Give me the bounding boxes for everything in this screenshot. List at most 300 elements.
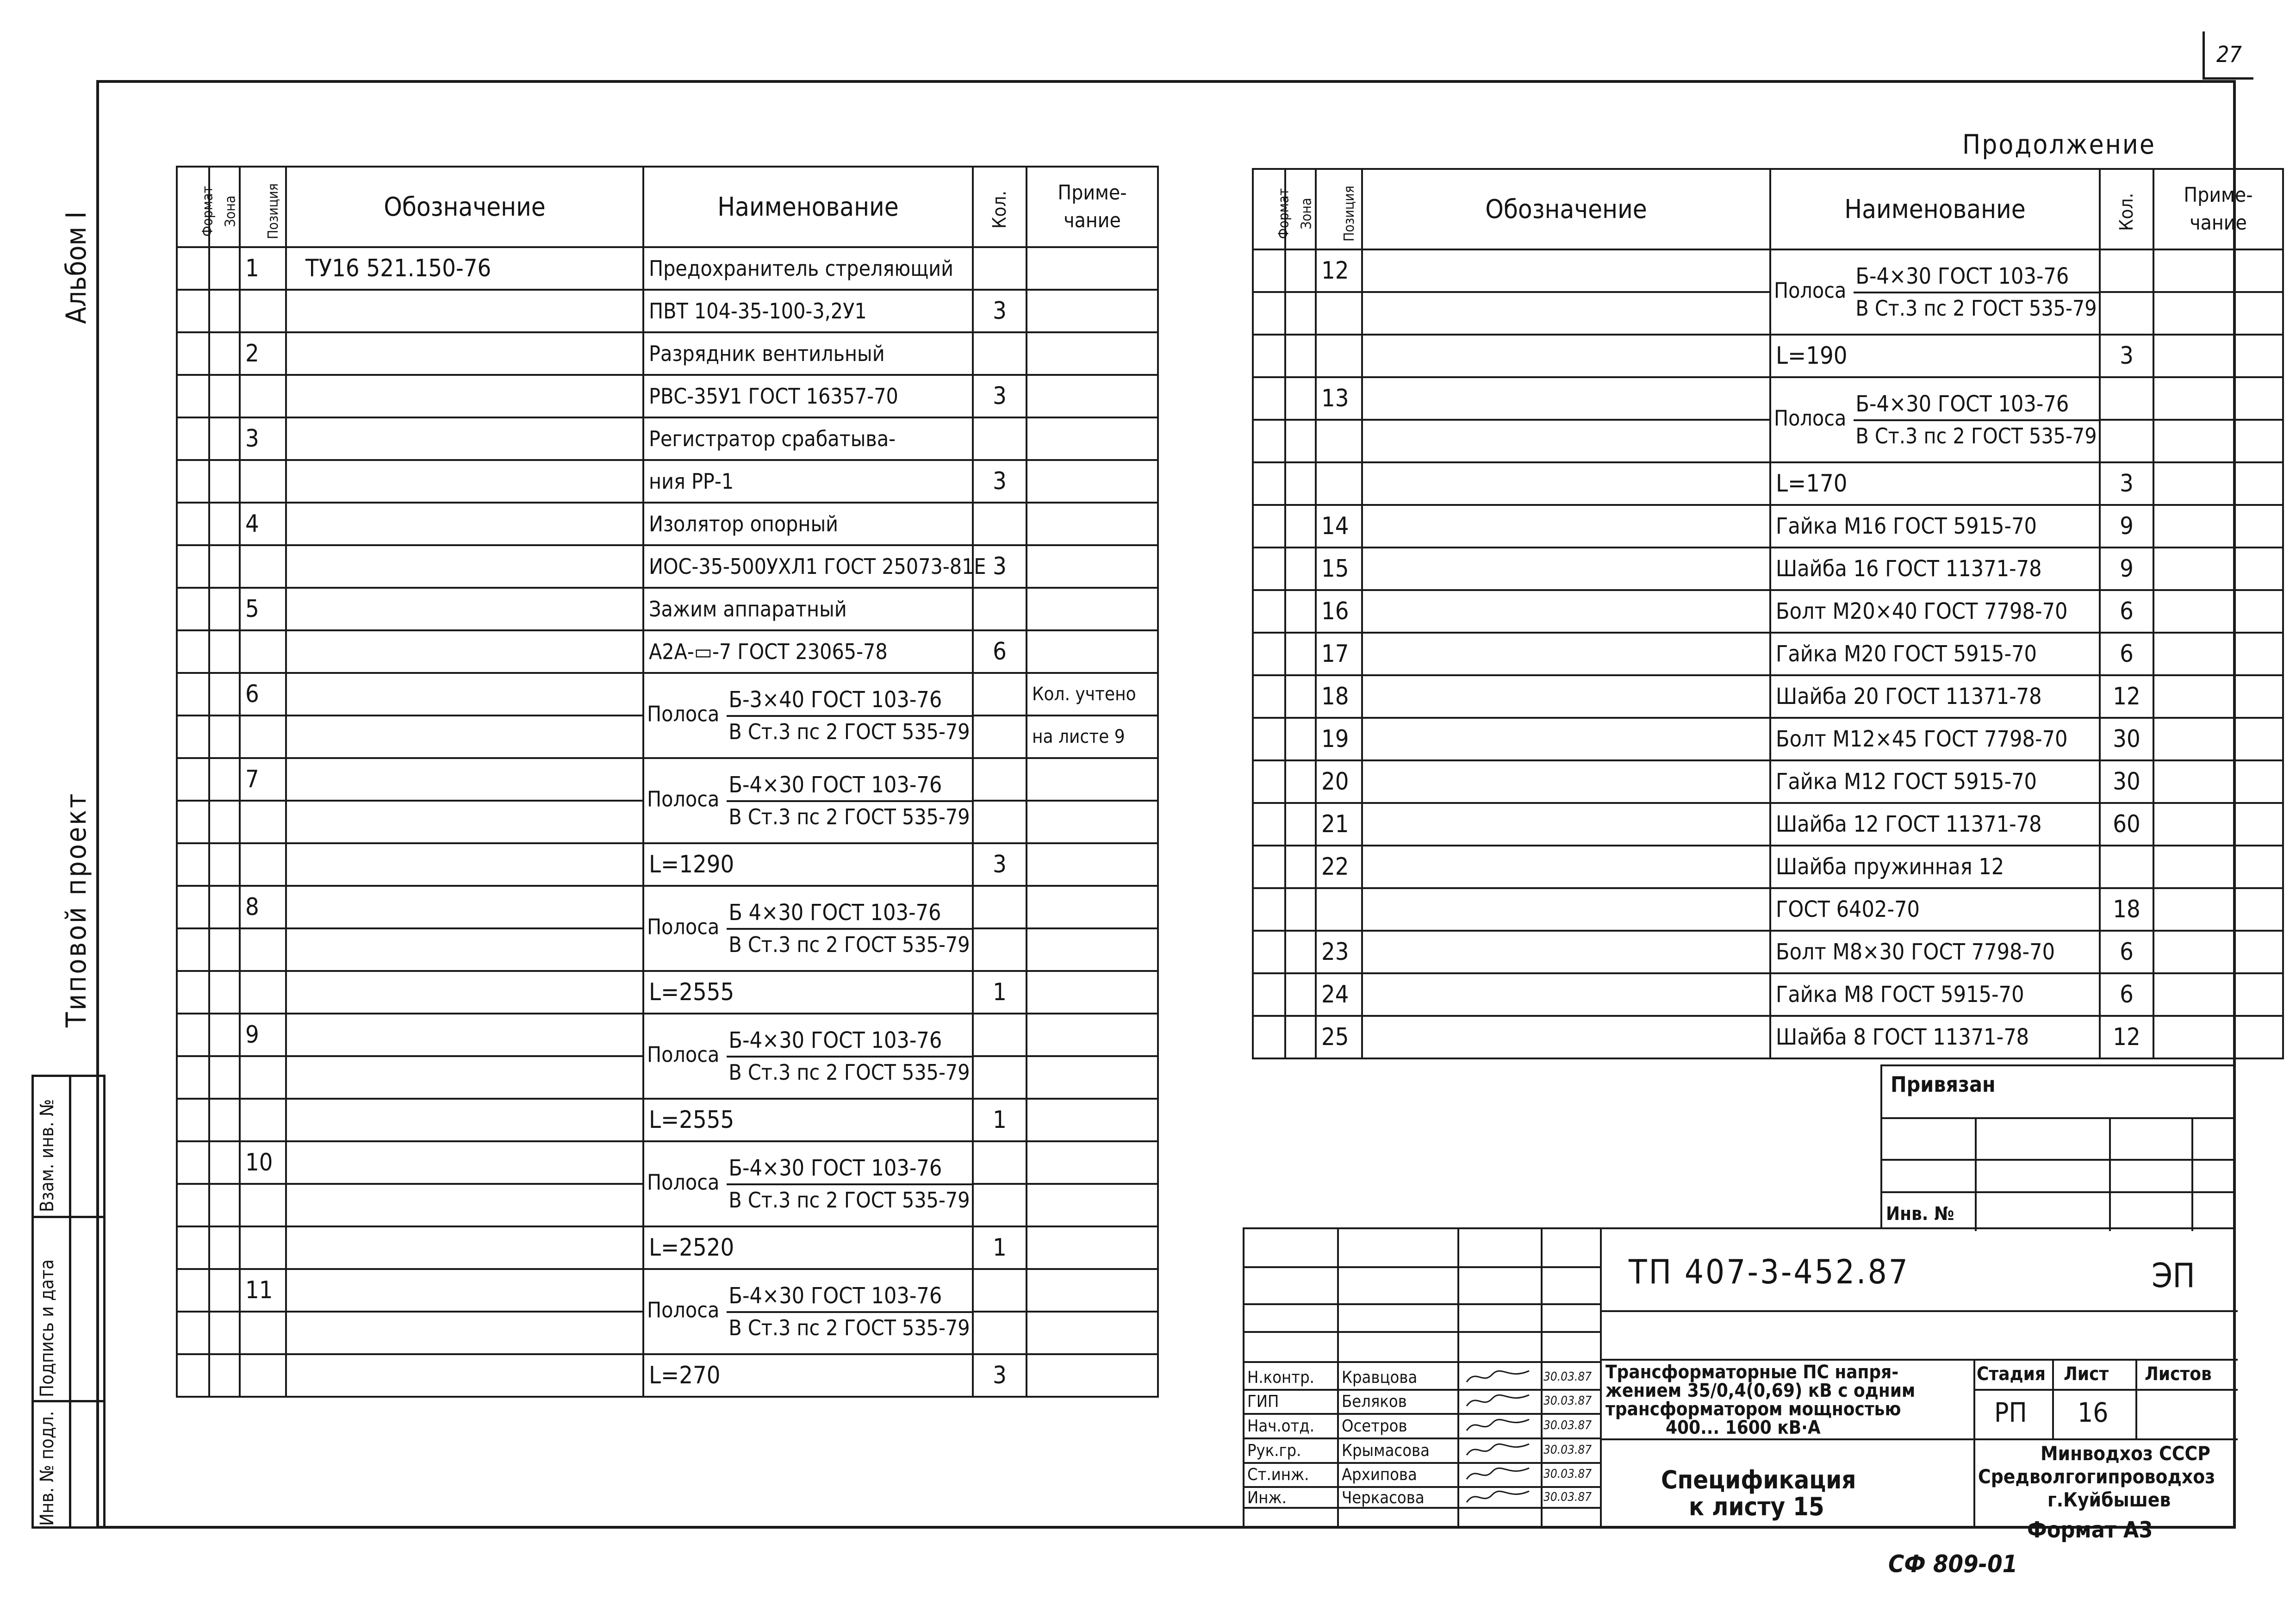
empty-cell [286,843,643,886]
name-cell: L=2555 [643,971,973,1014]
empty-cell [177,332,209,375]
empty-cell [240,1184,286,1226]
note-cell [1027,290,1158,332]
empty-cell [1285,420,1316,462]
empty-cell [240,1312,286,1354]
name-cell: РВС-35У1 ГОСТ 16357-70 [643,375,973,417]
table-row [1253,633,2283,675]
empty-cell [1253,548,1285,590]
table-row [177,886,1158,928]
name-cell: Предохранитель стреляющий [643,247,973,290]
object-name-4: 400... 1600 кВ·А [1666,1417,1821,1438]
position-cell: 6 [240,673,286,716]
designation-cell: ТУ16 521.150-76 [286,247,643,290]
name-cell: Зажим аппаратный [643,588,973,630]
qty-cell: 3 [973,460,1027,503]
note-cell [2153,420,2283,462]
left-header-row [177,167,1158,247]
name-cell [643,886,973,971]
strip-label: Полоса [1774,405,1847,431]
empty-cell [177,545,209,588]
table-row [177,375,1158,417]
qty-cell: 18 [2100,888,2153,931]
designation-cell [286,460,643,503]
empty-cell [1316,292,1362,335]
continuation-label: Продолжение [1962,129,2156,160]
empty-cell [209,928,240,971]
org-3: г.Куйбышев [2047,1488,2171,1511]
empty-cell [1253,760,1285,803]
qty-cell [973,503,1027,545]
position-cell: 13 [1316,377,1362,420]
empty-cell [240,1056,286,1099]
privyazan-block [1880,1064,2236,1229]
name-cell: Болт М20×40 ГОСТ 7798-70 [1770,590,2100,633]
signer-role: Нач.отд. [1247,1417,1314,1436]
name-cell: Разрядник вентильный [643,332,973,375]
note-cell [1027,247,1158,290]
doc-title-2: к листу 15 [1689,1492,1824,1521]
qty-cell: 1 [973,1099,1027,1141]
signature [1464,1415,1515,1433]
empty-cell [1285,377,1316,420]
fraction-denominator: В Ст.3 пс 2 ГОСТ 535-79 [728,932,970,957]
name-cell: Гайка М8 ГОСТ 5915-70 [1770,973,2100,1016]
name-cell [643,758,973,843]
table-row [177,843,1158,886]
designation-cell [286,1269,643,1312]
name-cell: Шайба 8 ГОСТ 11371-78 [1770,1016,2100,1058]
steel-grade-fraction [727,1282,971,1341]
stage-label: Стадия [1977,1363,2046,1385]
empty-cell [240,971,286,1014]
empty-cell [177,886,209,928]
signer-name: Беляков [1342,1392,1407,1411]
note-cell [2153,1016,2283,1058]
name-cell [1770,249,2100,335]
format-label: Формат А3 [2027,1517,2153,1543]
album-label: Альбом I [60,211,93,324]
note-cell [2153,292,2283,335]
position-cell: 9 [240,1014,286,1056]
qty-cell [973,716,1027,758]
note-cell [1027,375,1158,417]
qty-cell: 1 [973,971,1027,1014]
position-cell: 8 [240,886,286,928]
title-block [1243,1227,2236,1529]
note-cell [1027,1269,1158,1312]
designation-cell [286,886,643,928]
note-cell [1027,1099,1158,1141]
qty-cell [2100,249,2153,292]
empty-cell [209,503,240,545]
empty-cell [209,1056,240,1099]
empty-cell [286,716,643,758]
empty-cell [209,1141,240,1184]
name-cell: Болт М8×30 ГОСТ 7798-70 [1770,931,2100,973]
name-cell: L=190 [1770,335,2100,377]
signature [1464,1366,1515,1385]
org-1: Минводхоз СССР [2041,1442,2210,1465]
header-format: Формат [177,167,209,247]
empty-cell [1253,973,1285,1016]
note-cell [2153,973,2283,1016]
empty-cell [1285,548,1316,590]
name-cell: L=170 [1770,462,2100,505]
empty-cell [1253,462,1285,505]
table-row [177,545,1158,588]
empty-cell [209,545,240,588]
empty-cell [1253,803,1285,846]
right-header-row [1253,169,2283,249]
fraction-denominator: В Ст.3 пс 2 ГОСТ 535-79 [1855,423,2097,448]
table-row [177,673,1158,716]
empty-cell [177,1269,209,1312]
strip-label: Полоса [647,1170,720,1195]
fraction-denominator: В Ст.3 пс 2 ГОСТ 535-79 [728,1060,970,1085]
name-cell: Гайка М12 ГОСТ 5915-70 [1770,760,2100,803]
note-cell [1027,1014,1158,1056]
empty-cell [1362,420,1770,462]
header-qty: Кол. [2100,169,2153,249]
qty-cell: 3 [973,545,1027,588]
designation-cell [1362,931,1770,973]
position-cell [240,630,286,673]
table-row [177,247,1158,290]
designation-cell [286,673,643,716]
signer-name: Черкасова [1342,1488,1425,1507]
empty-cell [177,290,209,332]
header-format: Формат [1253,169,1285,249]
empty-cell [177,928,209,971]
stamp-podpis-data: Подпись и дата [37,1259,58,1397]
position-cell [240,375,286,417]
fraction-numerator: Б 4×30 ГОСТ 103-76 [727,899,971,930]
privyazan-inv: Инв. № [1886,1203,1954,1225]
empty-cell [209,1014,240,1056]
empty-cell [1285,675,1316,718]
designation-cell [286,588,643,630]
qty-cell: 30 [2100,718,2153,760]
note-cell [2153,590,2283,633]
name-cell: ГОСТ 6402-70 [1770,888,2100,931]
position-cell: 5 [240,588,286,630]
doc-title-1: Спецификация [1661,1465,1856,1494]
empty-cell [1285,760,1316,803]
empty-cell [1253,633,1285,675]
empty-cell [286,1056,643,1099]
position-cell [240,545,286,588]
empty-cell [209,1099,240,1141]
empty-cell [177,1312,209,1354]
table-row [1253,760,2283,803]
note-cell [1027,758,1158,801]
qty-cell [973,673,1027,716]
note-cell [2153,335,2283,377]
project-type-label: Типовой проект [60,791,93,1027]
empty-cell [240,928,286,971]
name-cell: L=270 [643,1354,973,1397]
table-row [1253,249,2283,292]
table-row [177,1014,1158,1056]
table-row [1253,590,2283,633]
signer-name: Архипова [1342,1465,1417,1484]
steel-grade-fraction [727,899,971,958]
qty-cell [2100,377,2153,420]
position-cell: 15 [1316,548,1362,590]
strip-label: Полоса [647,1297,720,1323]
fraction-denominator: В Ст.3 пс 2 ГОСТ 535-79 [1855,296,2097,321]
empty-cell [1253,377,1285,420]
qty-cell: 6 [2100,633,2153,675]
empty-cell [1316,462,1362,505]
designation-cell [286,503,643,545]
doc-code-suffix: ЭП [2152,1256,2195,1295]
name-cell: А2А-▭-7 ГОСТ 23065-78 [643,630,973,673]
empty-cell [1285,931,1316,973]
qty-cell: 3 [973,375,1027,417]
empty-cell [209,971,240,1014]
signer-name: Кравцова [1342,1368,1418,1387]
signer-role: Ст.инж. [1247,1465,1309,1484]
note-cell [1027,1141,1158,1184]
table-row [1253,1016,2283,1058]
empty-cell [286,1184,643,1226]
table-row [1253,973,2283,1016]
strip-label: Полоса [647,701,720,727]
empty-cell [1253,846,1285,888]
empty-cell [177,247,209,290]
empty-cell [209,716,240,758]
name-cell: L=2520 [643,1226,973,1269]
note-cell [2153,675,2283,718]
empty-cell [1253,420,1285,462]
qty-cell [973,801,1027,843]
note-cell [1027,928,1158,971]
empty-cell [1362,335,1770,377]
sheet-label: Лист [2064,1363,2109,1385]
empty-cell [240,843,286,886]
qty-cell [973,928,1027,971]
table-row [177,1226,1158,1269]
note-cell [1027,843,1158,886]
position-cell [240,460,286,503]
qty-cell: 3 [973,843,1027,886]
header-zone: Зона [209,167,240,247]
empty-cell [240,1354,286,1397]
empty-cell [286,971,643,1014]
header-zone: Зона [1285,169,1316,249]
table-row [1253,377,2283,420]
empty-cell [1285,590,1316,633]
qty-cell [973,1141,1027,1184]
empty-cell [1285,335,1316,377]
header-note: Приме- чание [2153,169,2283,249]
table-row [177,503,1158,545]
empty-cell [177,971,209,1014]
steel-grade-fraction [727,1155,971,1213]
name-cell: L=2555 [643,1099,973,1141]
name-cell: Гайка М20 ГОСТ 5915-70 [1770,633,2100,675]
name-cell [643,673,973,758]
qty-cell: 60 [2100,803,2153,846]
empty-cell [209,290,240,332]
qty-cell: 6 [2100,973,2153,1016]
table-row [1253,548,2283,590]
name-cell [643,1269,973,1354]
steel-grade-fraction [727,1027,971,1085]
table-row [177,1269,1158,1312]
name-cell: ИОС-35-500УХЛ1 ГОСТ 25073-81Е [643,545,973,588]
sign-date: 30.03.87 [1543,1394,1592,1408]
position-cell: 10 [240,1141,286,1184]
empty-cell [177,673,209,716]
position-cell: 18 [1316,675,1362,718]
note-cell [2153,888,2283,931]
empty-cell [1253,292,1285,335]
qty-cell: 6 [2100,931,2153,973]
designation-cell [1362,590,1770,633]
note-cell [1027,332,1158,375]
empty-cell [209,673,240,716]
note-cell [2153,846,2283,888]
empty-cell [1316,420,1362,462]
note-cell [2153,803,2283,846]
empty-cell [1253,335,1285,377]
position-cell: 14 [1316,505,1362,548]
empty-cell [209,588,240,630]
position-cell: 2 [240,332,286,375]
note-cell [2153,548,2283,590]
empty-cell [209,758,240,801]
empty-cell [286,1099,643,1141]
empty-cell [209,1184,240,1226]
empty-cell [177,1226,209,1269]
table-row [177,1099,1158,1141]
qty-cell: 6 [2100,590,2153,633]
empty-cell [209,886,240,928]
position-cell: 23 [1316,931,1362,973]
designation-cell [1362,505,1770,548]
empty-cell [1362,462,1770,505]
empty-cell [1285,249,1316,292]
designation-cell [286,758,643,801]
fraction-denominator: В Ст.3 пс 2 ГОСТ 535-79 [728,804,970,829]
qty-cell [2100,420,2153,462]
name-cell: Шайба 12 ГОСТ 11371-78 [1770,803,2100,846]
empty-cell [209,843,240,886]
empty-cell [1285,803,1316,846]
empty-cell [286,801,643,843]
table-row [1253,675,2283,718]
table-row [177,332,1158,375]
empty-cell [209,801,240,843]
header-note: Приме- чание [1027,167,1158,247]
table-row [177,1141,1158,1184]
table-row [1253,888,2283,931]
fraction-denominator: В Ст.3 пс 2 ГОСТ 535-79 [728,1315,970,1340]
qty-cell: 9 [2100,548,2153,590]
strip-label: Полоса [647,1042,720,1067]
qty-cell [973,588,1027,630]
empty-cell [1253,249,1285,292]
empty-cell [177,503,209,545]
table-row [177,1354,1158,1397]
table-row [1253,335,2283,377]
table-row [177,460,1158,503]
note-cell [1027,588,1158,630]
table-row [177,630,1158,673]
qty-cell [973,1269,1027,1312]
note-cell: Кол. учтено [1027,673,1158,716]
empty-cell [1253,1016,1285,1058]
sign-date: 30.03.87 [1543,1370,1592,1384]
note-cell [1027,1226,1158,1269]
designation-cell [1362,633,1770,675]
note-cell [2153,249,2283,292]
sign-date: 30.03.87 [1543,1490,1592,1504]
empty-cell [240,1099,286,1141]
name-cell: ния РР-1 [643,460,973,503]
table-row [1253,803,2283,846]
org-2: Средволгогипроводхоз [1978,1465,2215,1488]
designation-cell [286,417,643,460]
stamp-vzam-inv: Взам. инв. № [37,1099,58,1212]
left-spec-table [176,166,1159,1398]
signer-role: Инж. [1247,1488,1287,1507]
empty-cell [177,1056,209,1099]
empty-cell [177,588,209,630]
empty-cell [1253,675,1285,718]
qty-cell: 9 [2100,505,2153,548]
empty-cell [209,247,240,290]
position-cell [1316,888,1362,931]
empty-cell [209,1226,240,1269]
note-cell [1027,1354,1158,1397]
position-cell: 7 [240,758,286,801]
designation-cell [1362,548,1770,590]
name-cell: Изолятор опорный [643,503,973,545]
name-cell: Шайба 16 ГОСТ 11371-78 [1770,548,2100,590]
header-position: Позиция [240,167,286,247]
empty-cell [1253,590,1285,633]
steel-grade-fraction [1854,263,2098,321]
privyazan-title: Привязан [1891,1072,1996,1097]
empty-cell [177,758,209,801]
empty-cell [177,417,209,460]
steel-grade-fraction [727,686,971,745]
steel-grade-fraction [727,772,971,830]
header-name: Наименование [1770,169,2100,249]
empty-cell [240,1226,286,1269]
object-name-3: трансформатором мощностью [1605,1399,1901,1420]
signature [1464,1390,1515,1409]
designation-cell [1362,888,1770,931]
note-cell [1027,630,1158,673]
note-cell [1027,417,1158,460]
table-row [1253,931,2283,973]
empty-cell [1285,292,1316,335]
header-position: Позиция [1316,169,1362,249]
signer-role: ГИП [1247,1392,1279,1411]
note-cell [1027,971,1158,1014]
position-cell: 4 [240,503,286,545]
sign-date: 30.03.87 [1543,1467,1592,1481]
empty-cell [177,801,209,843]
table-row [1253,420,2283,462]
empty-cell [177,716,209,758]
designation-cell [286,375,643,417]
